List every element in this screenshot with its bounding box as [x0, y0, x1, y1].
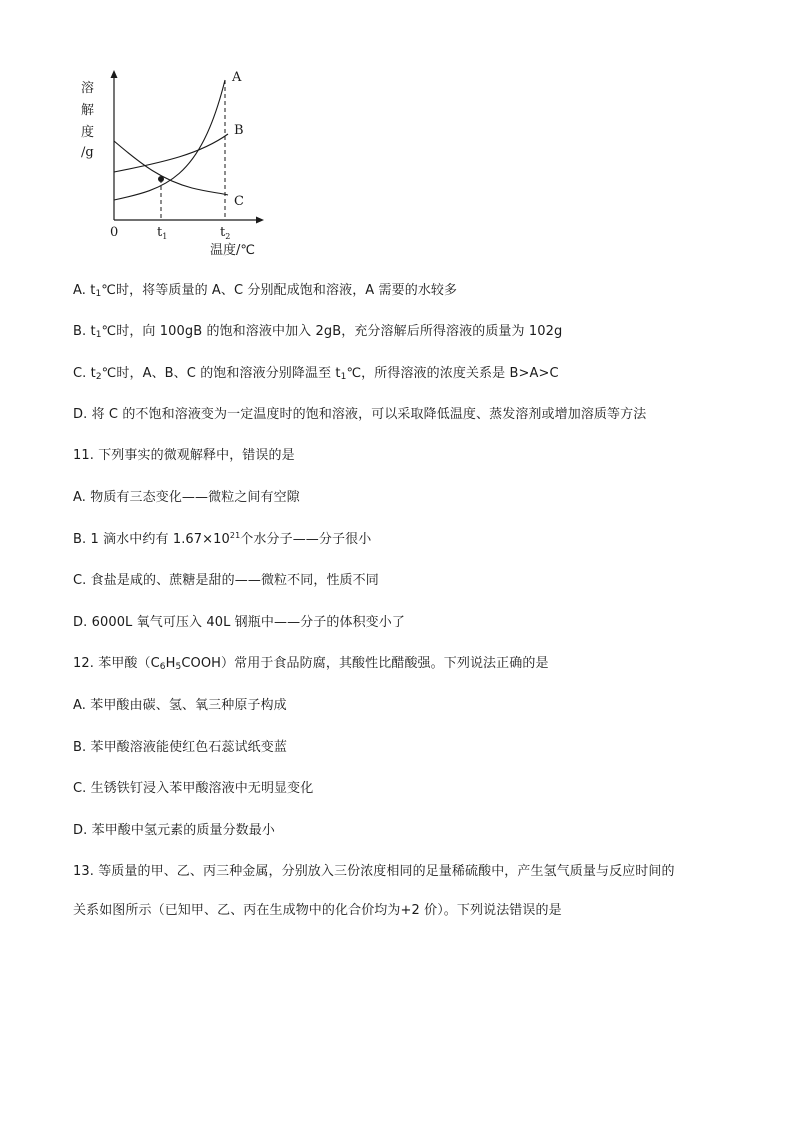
q11-option-a: A. 物质有三态变化——微粒之间有空隙 [73, 490, 300, 505]
curve-label-b: B [234, 123, 244, 138]
solubility-graph [70, 62, 280, 262]
q11-stem: 11. 下列事实的微观解释中，错误的是 [73, 448, 295, 463]
q12-option-a: A. 苯甲酸由碳、氢、氧三种原子构成 [73, 698, 287, 713]
curve-a [114, 80, 225, 200]
q10-option-c: C. $t_2℃$时，A、B、C 的饱和溶液分别降温至 $t_1℃$，所得溶液的浓度关系是 B>A>C [73, 366, 559, 382]
t1-label: $t_1$ [157, 225, 168, 241]
q13-stem-line-1: 13. 等质量的甲、乙、丙三种金属，分别放入三份浓度相同的足量稀硫酸中，产生氢气质量与反应时间的 [73, 864, 675, 879]
q10-option-b: B. $t_1℃$时，向 100gB 的饱和溶液中加入 2gB，充分溶解后所得溶液的质量为 102g [73, 324, 563, 340]
curve-b [114, 134, 228, 172]
solubility-graph-svg [70, 62, 280, 262]
y-axis-label-char-1: 溶 [81, 81, 95, 96]
q11-option-d: D. 6000L 氧气可压入 40L 钢瓶中——分子的体积变小了 [73, 615, 405, 630]
q10-option-d: D. 将 C 的不饱和溶液变为一定温度时的饱和溶液，可以采取降低温度、蒸发溶剂或增加溶质等方法 [73, 407, 647, 422]
origin-label: 0 [110, 225, 119, 240]
q11-option-c: C. 食盐是咸的、蔗糖是甜的——微粒不同，性质不同 [73, 573, 379, 588]
curve-label-a: A [232, 70, 242, 85]
x-axis-arrow [256, 217, 264, 224]
x-axis-label: 温度/℃ [210, 243, 255, 258]
q13-stem-line-2: 关系如图所示（已知甲、乙、丙在生成物中的化合价均为+2 价）。下列说法错误的是 [73, 903, 562, 918]
q12-stem: 12. 苯甲酸$(C_6H_5COOH)$常用于食品防腐，其酸性比醋酸强。下列说法正确的是 [73, 656, 549, 672]
t2-label: $t_2$ [220, 225, 231, 241]
q11-option-b: B. 1 滴水中约有 $1.67\times 10^{21}$个水分子——分子很小 [73, 531, 372, 547]
q12-option-b: B. 苯甲酸溶液能使红色石蕊试纸变蓝 [73, 740, 287, 755]
q12-option-c: C. 生锈铁钉浸入苯甲酸溶液中无明显变化 [73, 781, 314, 796]
y-axis-label-unit: /g [81, 145, 94, 160]
y-axis-label-char-2: 解 [81, 103, 95, 118]
curve-label-c: C [234, 194, 244, 209]
y-axis-arrow [111, 70, 118, 78]
q12-option-d: D. 苯甲酸中氢元素的质量分数最小 [73, 823, 275, 838]
q10-option-a: A. $t_1℃$时，将等质量的 A、C 分别配成饱和溶液，A 需要的水较多 [73, 283, 458, 299]
y-axis-label-char-3: 度 [81, 125, 95, 140]
